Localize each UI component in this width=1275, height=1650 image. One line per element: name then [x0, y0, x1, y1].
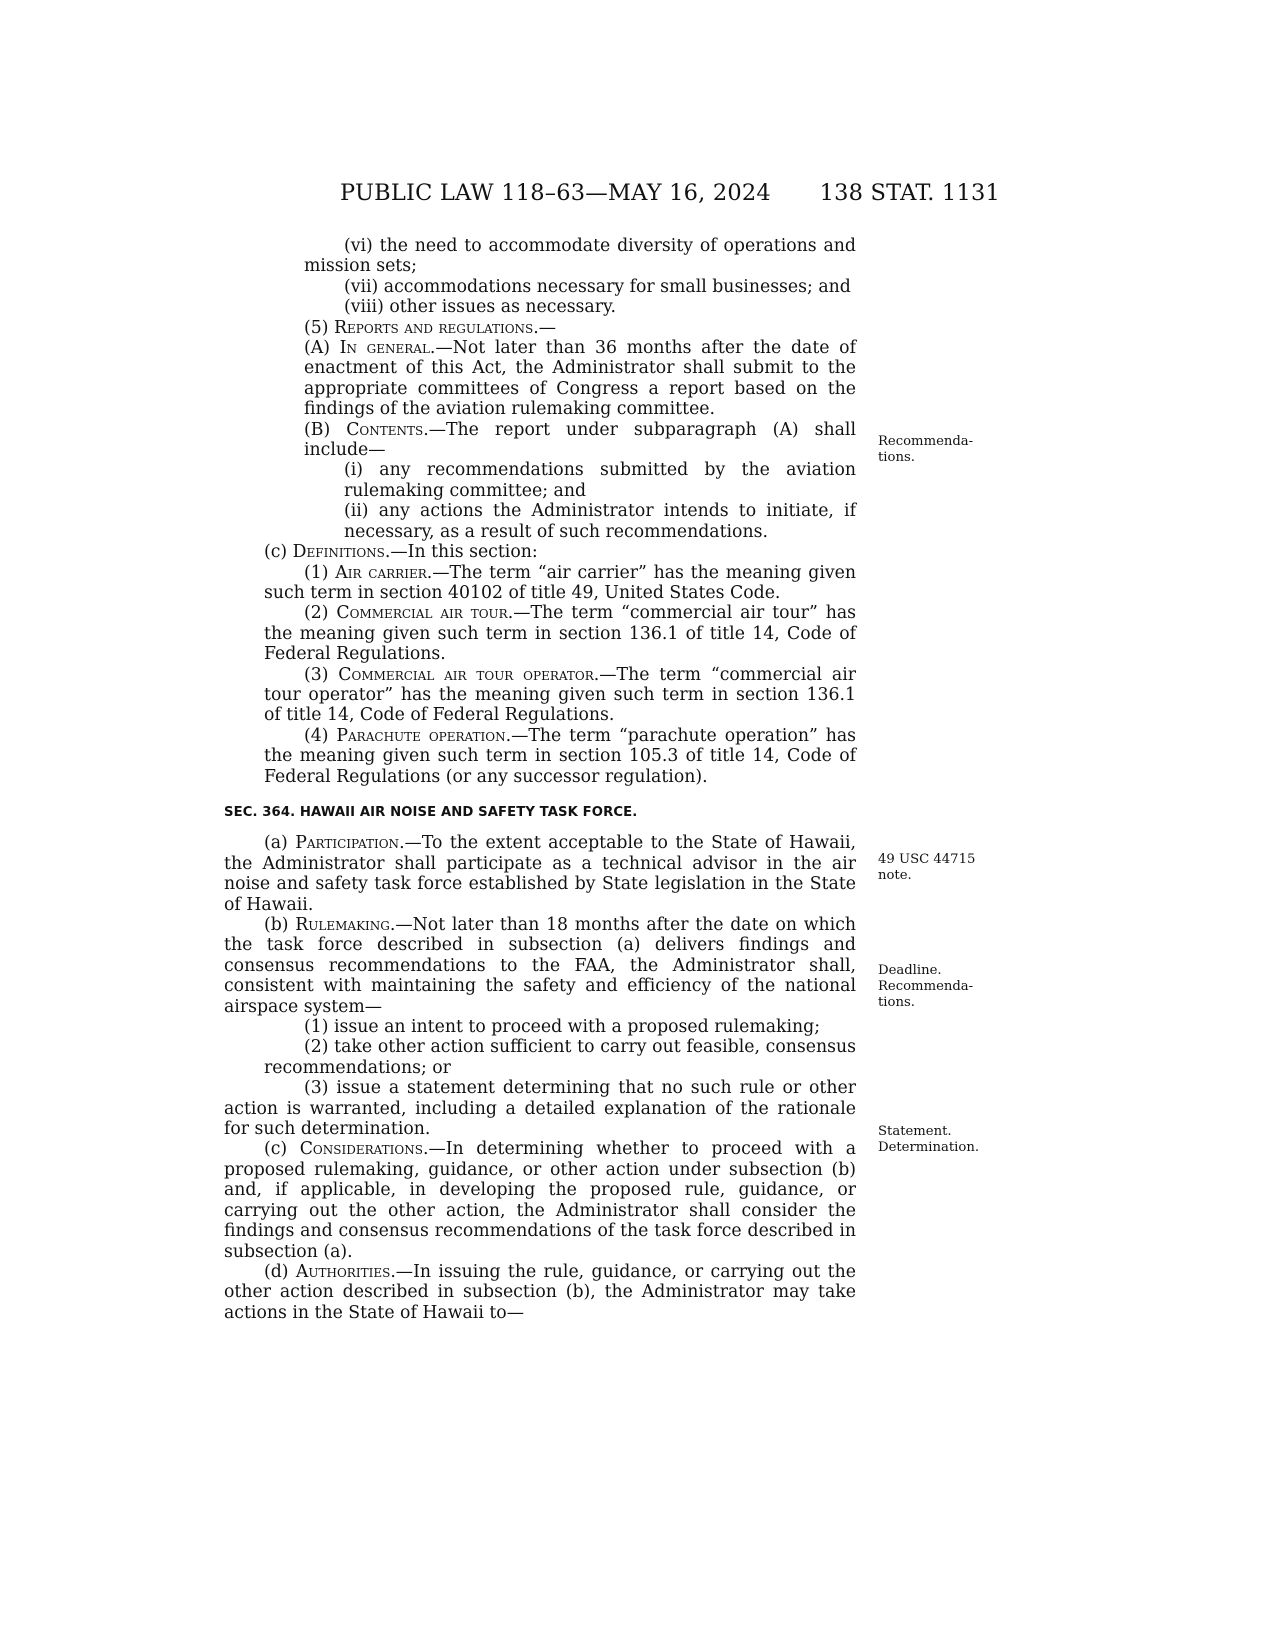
definition-parachute-operation [224, 726, 856, 787]
subparagraph-B-text: .—The report under subparagraph (A) shall include— [304, 419, 856, 461]
subsection-a-participation [224, 833, 856, 915]
subsection-a-label: (a) [264, 833, 296, 854]
authorities-text: .—In issuing the rule, guidance, or carrying out the other action described in subsection (b), the Administrator may take actions in the State of Hawaii to— [224, 1261, 856, 1323]
subsection-b-item-1: (1) issue an intent to proceed with a proposed rulemaking; [304, 1017, 821, 1038]
clause-B-i: (i) any recommendations submitted by the aviation rulemaking committee; and [344, 460, 856, 501]
subsection-c-label: (c) [264, 542, 293, 563]
subsection-b-label: (b) [264, 915, 296, 935]
paragraph-5-dash: .— [533, 317, 557, 338]
margin-note-recommendations: Recommenda- tions. [878, 434, 974, 465]
subsection-b-text: .—Not later than 18 months after the date on which the task force described in subsection (a) delivers findings and consensus recommendations to the FAA, the Administrator shall, consistent with maintaining the safety and efficiency of the national airspace system— [224, 915, 856, 1017]
subsection-a-heading: Participation [295, 833, 400, 854]
subsection-d-authorities [224, 1262, 856, 1323]
authorities-label: (d) [264, 1261, 296, 1282]
definition-2-text: .—The term “commercial air tour” has the meaning given such term in section 136.1 of title 14, Code of Federal Regulations. [264, 603, 857, 665]
subparagraph-A-text: .—Not later than 36 months after the date of enactment of this Act, the Administrator shall submit to the appropriate committees of Congress a report based on the findings of the aviation rulemaking committee. [304, 338, 856, 420]
subsection-b-item-2: (2) take other action sufficient to carry out feasible, consensus recommendations; or [264, 1037, 856, 1078]
definition-3-heading: Commercial air tour operator [338, 664, 594, 685]
definition-1-label: (1) [304, 562, 336, 583]
paragraph-5-heading: Reports and regulations [333, 317, 534, 338]
definition-1-text: .—The term “air carrier” has the meaning given such term in section 40102 of title 49, United States Code. [264, 562, 856, 603]
clause-B-ii: (ii) any actions the Administrator intends to initiate, if necessary, as a result of such recommendations. [344, 501, 856, 542]
definition-commercial-air-tour-operator [224, 665, 856, 726]
clause-vi: (vi) the need to accommodate diversity of operations and mission sets; [304, 236, 856, 277]
subsection-a-text: .—To the extent acceptable to the State of Hawaii, the Administrator shall participate as a technical advisor in the air noise and safety task force established by State legislation in the State of Hawaii. [224, 833, 856, 915]
margin-note-deadline: Deadline. Recommenda- tions. [878, 963, 974, 1010]
definition-3-text: .—The term “commercial air tour operator” has the meaning given such term in section 136.1 of title 14, Code of Federal Regulations. [264, 664, 856, 726]
clause-vii: (vii) accommodations necessary for small businesses; and [344, 276, 851, 297]
statute-body [224, 236, 856, 1323]
subsection-c-heading: Definitions [292, 542, 385, 563]
definition-2-heading: Commercial air tour [336, 603, 508, 624]
clause-viii: (viii) other issues as necessary. [344, 297, 616, 318]
subparagraph-B-label: (B) [304, 419, 347, 440]
subparagraph-A-label: (A) [304, 338, 340, 359]
subsection-b-item-3: (3) issue a statement determining that no such rule or other action is warranted, including a detailed explanation of the rationale for such determination. [224, 1078, 856, 1140]
margin-note-usc: 49 USC 44715 note. [878, 852, 976, 883]
subsection-b-heading: Rulemaking [295, 915, 390, 935]
definition-4-label: (4) [304, 725, 337, 746]
considerations-label: (c) [264, 1139, 300, 1160]
authorities-heading: Authorities [295, 1261, 391, 1282]
subparagraph-B [224, 420, 856, 461]
definition-1-heading: Air carrier [335, 562, 427, 583]
subparagraph-B-heading: Contents [346, 419, 424, 440]
margin-note-statement: Statement. Determination. [878, 1124, 980, 1155]
subparagraph-A-heading: In general [339, 338, 430, 359]
considerations-heading: Considerations [299, 1139, 423, 1160]
subsection-c-text: .—In this section: [384, 542, 538, 563]
definition-3-label: (3) [304, 664, 339, 685]
public-law-citation: PUBLIC LAW 118–63—MAY 16, 2024 [340, 180, 771, 206]
paragraph-5-label: (5) [304, 317, 334, 338]
subsection-b-rulemaking [224, 915, 856, 1017]
definition-air-carrier [224, 563, 856, 604]
definition-4-text: .—The term “parachute operation” has the meaning given such term in section 105.3 of title 14, Code of Federal Regulations (or any successor regulation). [264, 725, 856, 787]
definition-4-heading: Parachute operation [336, 725, 506, 746]
considerations-text: .—In determining whether to proceed with a proposed rulemaking, guidance, or other action under subsection (b) and, if applicable, in developing the proposed rule, guidance, or carrying out the other action, the Administrator shall consider the findings and consensus recommendations of the task force described in subsection (a). [224, 1139, 857, 1262]
paragraph-5 [224, 318, 856, 338]
section-364-heading: SEC. 364. HAWAII AIR NOISE AND SAFETY TASK FORCE. [224, 804, 638, 820]
subsection-c-definitions [224, 542, 856, 562]
definition-commercial-air-tour [224, 603, 856, 664]
statute-page-number: 138 STAT. 1131 [819, 180, 1000, 206]
subsection-c-considerations [224, 1139, 856, 1261]
subparagraph-A [224, 338, 856, 420]
definition-2-label: (2) [304, 603, 337, 624]
running-head [340, 180, 1000, 216]
